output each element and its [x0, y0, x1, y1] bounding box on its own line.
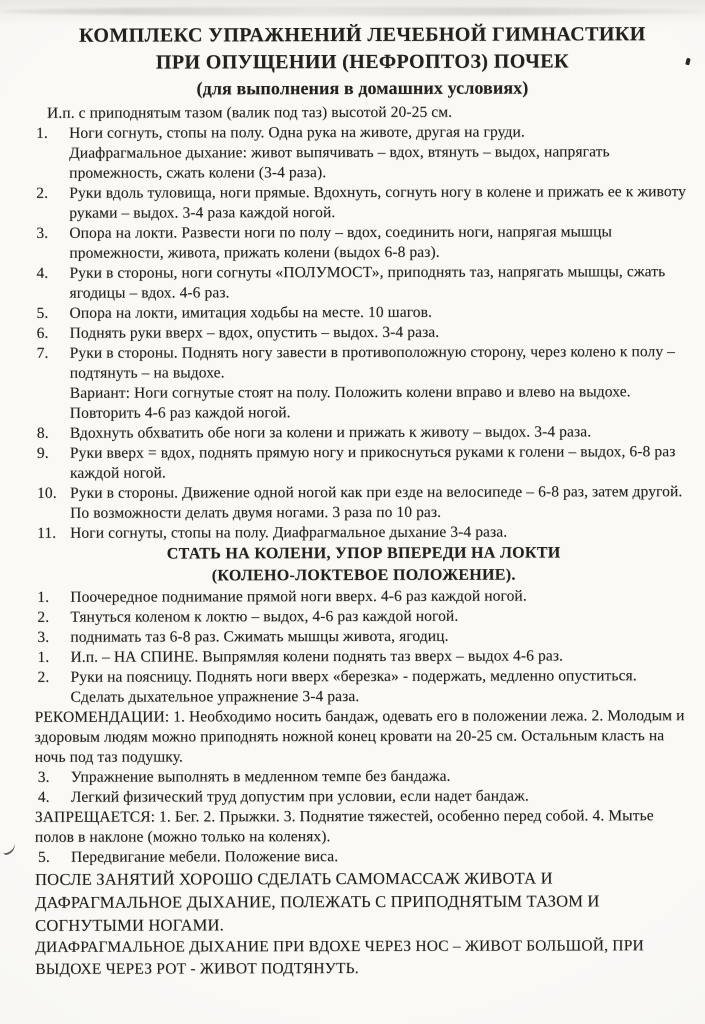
- list-item-text: И.п. – НА СПИНЕ. Выпрямляя колени поднять таз вверх – выдох 4-6 раз.: [70, 647, 564, 666]
- list-item: [33, 182, 692, 224]
- list-item-text: Поочередное поднимание прямой ноги вверх. 4-6 раз каждой ногой.: [70, 587, 527, 606]
- back-exercises-list: [34, 646, 693, 708]
- title-line-3: (для выполнения в домашних условиях): [196, 77, 529, 99]
- closing-paragraph-diaphragm-breathing: ДИАФРАГМАЛЬНОЕ ДЫХАНИЕ ПРИ ВДОХЕ ЧЕРЕЗ НОС – ЖИВОТ БОЛЬШОЙ, ПРИ ВЫДОХЕ ЧЕРЕЗ РОТ - ЖИВОТ ПОДТЯНУТЬ.: [35, 937, 644, 978]
- list-item: [33, 122, 692, 184]
- title-line-2: ПРИ ОПУЩЕНИИ (НЕФРОПТОЗ) ПОЧЕК: [155, 50, 569, 74]
- list-item-text: Опора на локти. Развести ноги по полу – вдох, соединить ноги, напрягая мышцы промежности, живота, прижать колени (выдох 6-8 раз).: [69, 223, 613, 262]
- closing-paragraph-selfmassage: ПОСЛЕ ЗАНЯТИЙ ХОРОШО СДЕЛАТЬ САМОМАССАЖ ЖИВОТА И ДАФРАГМАЛЬНОЕ ДЫХАНИЕ, ПОЛЕЖАТЬ С ПРИПОДНЯТЫМ ТАЗОМ И СОГНУТЫМИ НОГАМИ.: [34, 868, 600, 935]
- list-item: [35, 846, 694, 868]
- list-item-text: Опора на локти, имитация ходьбы на месте. 10 шагов.: [69, 303, 433, 322]
- list-item-text: Ноги согнуть, стопы на полу. Одна рука на животе, другая на груди. Диафрагмальное дыхание: живот выпячивать – вдох, втянуть – выдох, напрягать промежность, сжать колени (3-4 раза).: [69, 123, 610, 182]
- list-item-text: Руки в стороны. Поднять ногу завести в противоположную сторону, через колено к полу – подтянуть – на выдохе. Вариант: Ноги согнутые стоят на полу. Положить колени вправо и влево на выдохе. Повторить 4-6 раз каждой ногой.: [69, 343, 676, 422]
- list-item-text: Руки на поясницу. Поднять ноги вверх «березка» - подержать, медленно опуститься. Сделать дыхательное упражнение 3-4 раза.: [70, 667, 637, 706]
- list-item-number: 3.: [37, 628, 50, 646]
- list-item-number: 8.: [36, 424, 49, 442]
- supine-exercises-list: [33, 122, 693, 544]
- recommendations-list: [35, 766, 694, 808]
- list-item-number: 4.: [37, 788, 50, 806]
- list-item: [34, 482, 693, 524]
- list-item-number: 1.: [37, 588, 50, 606]
- list-item: [33, 222, 692, 264]
- list-item: [34, 646, 693, 668]
- list-item-text: Руки вдоль туловища, ноги прямые. Вдохнуть, согнуть ногу в колене и прижать ее к животу руками – выдох. 3-4 раза каждой ногой.: [69, 183, 687, 222]
- starting-position-line: И.п. с приподнятым тазом (валик под таз) высотой 20-25 см.: [46, 103, 453, 122]
- list-item-number: 3.: [37, 768, 50, 786]
- prohibited-list: [35, 846, 694, 868]
- list-item-number: 1.: [36, 124, 48, 142]
- list-item-text: Легкий физический труд допустим при условии, если надет бандаж.: [70, 787, 529, 806]
- list-item: [35, 786, 694, 808]
- list-item: [34, 442, 693, 484]
- list-item-text: Ноги согнуты, стопы на полу. Диафрагмальное дыхание 3-4 раза.: [70, 523, 508, 542]
- list-item-text: поднимать таз 6-8 раз. Сжимать мышцы живота, ягодиц.: [70, 627, 449, 646]
- prohibited-paragraph: ЗАПРЕЩАЕТСЯ: 1. Бег. 2. Прыжки. 3. Поднятие тяжестей, особенно перед собой. 4. Мытье полов в наклоне (можно только на коленях).: [34, 807, 654, 846]
- list-item-number: 2.: [37, 668, 50, 686]
- list-item-text: Руки в стороны, ноги согнуты «ПОЛУМОСТ», приподнять таз, напрягать мышцы, сжать ягодицы – вдох. 4-6 раз.: [69, 263, 666, 302]
- list-item-text: Вдохнуть обхватить обе ноги за колени и прижать к животу – выдох. 3-4 раза.: [69, 423, 592, 442]
- list-item-text: Поднять руки вверх – вдох, опустить – выдох. 3-4 раза.: [69, 323, 440, 342]
- list-item-number: 2.: [37, 608, 50, 626]
- recommendations-paragraph: РЕКОМЕНДАЦИИ: 1. Необходимо носить бандаж, одевать его в положении лежа. 2. Молодым и здоровым людям можно приподнять ножной конец кровати на 20-25 см. Остальным класть на ночь под таз подушку.: [34, 707, 685, 766]
- knee-elbow-heading-line-2: (КОЛЕНО-ЛОКТЕВОЕ ПОЛОЖЕНИЕ).: [211, 566, 516, 585]
- list-item: [35, 766, 694, 788]
- list-item-text: Упражнение выполнять в медленном темпе без бандажа.: [70, 767, 451, 786]
- knee-elbow-section-heading: [34, 542, 693, 588]
- list-item: [34, 606, 693, 628]
- list-item-number: 3.: [36, 224, 49, 242]
- list-item: [34, 522, 693, 544]
- list-item-text: Передвигание мебели. Положение виса.: [70, 848, 339, 866]
- list-item-number: 1.: [37, 648, 50, 666]
- list-item-text: Тянуться коленом к локтю – выдох, 4-6 раз каждой ногой.: [70, 607, 459, 626]
- knee-elbow-exercises-list: [34, 586, 693, 648]
- list-item: [34, 342, 693, 424]
- list-item-text: Руки вверх = вдох, поднять прямую ногу и прикоснуться руками к голени – выдох, 6-8 раз каждой ногой.: [69, 443, 676, 482]
- list-item: [34, 322, 693, 344]
- list-item-number: 2.: [36, 184, 49, 202]
- list-item: [34, 586, 693, 608]
- list-item-number: 5.: [36, 304, 49, 322]
- list-item-number: 5.: [37, 848, 50, 866]
- document-title: [33, 21, 692, 102]
- list-item-number: 6.: [36, 324, 49, 342]
- list-item-text: Руки в стороны. Движение одной ногой как при езде на велосипеде – 6-8 раз, затем другой. По возможности делать двумя ногами. 3 раза по 10 раз.: [69, 483, 683, 522]
- list-item-number: 11.: [37, 524, 57, 542]
- list-item: [34, 666, 693, 708]
- list-item: [33, 262, 692, 304]
- list-item: [34, 422, 693, 444]
- list-item-number: 10.: [36, 484, 57, 502]
- list-item-number: 9.: [36, 444, 49, 462]
- list-item-number: 7.: [36, 344, 49, 362]
- title-line-1: КОМПЛЕКС УПРАЖНЕНИЙ ЛЕЧЕБНОЙ ГИМНАСТИКИ: [78, 23, 646, 47]
- knee-elbow-heading-line-1: СТАТЬ НА КОЛЕНИ, УПОР ВПЕРЕДИ НА ЛОКТИ: [166, 544, 561, 563]
- list-item-number: 4.: [36, 264, 49, 282]
- list-item: [34, 626, 693, 648]
- list-item: [34, 302, 693, 324]
